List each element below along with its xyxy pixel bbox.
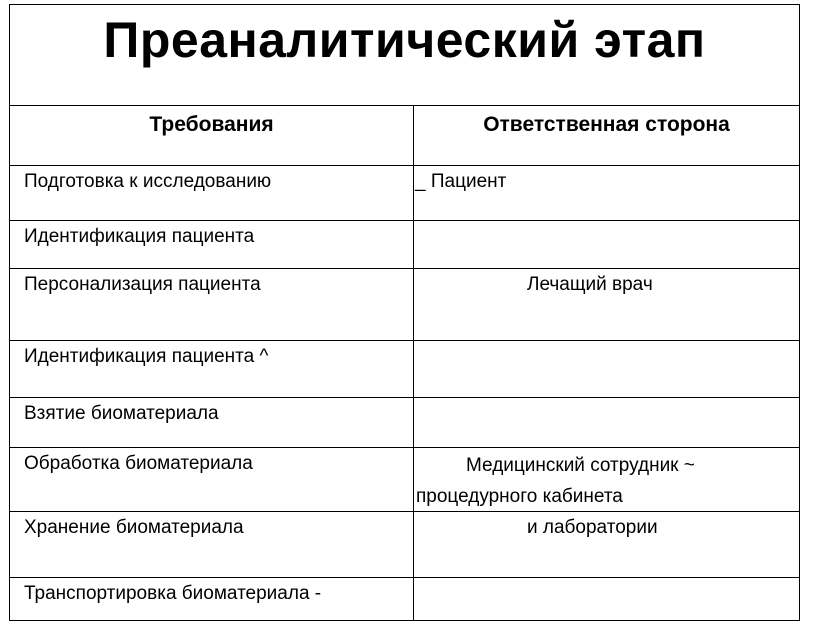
table-row [10, 269, 799, 341]
requirement-cell [10, 578, 414, 620]
requirement-cell [10, 269, 414, 340]
requirement-text: Идентификация пациента [24, 226, 255, 247]
table-row [10, 448, 799, 512]
requirement-cell [10, 448, 414, 511]
responsible-patient: _ Пациент [415, 171, 507, 192]
requirement-cell [10, 221, 414, 268]
preanalytical-table [9, 4, 800, 621]
responsible-cell [414, 221, 799, 268]
table-title-cell [10, 5, 799, 106]
requirement-cell [10, 398, 414, 447]
responsible-staff-line3: и лаборатории [527, 517, 658, 538]
responsible-cell [414, 398, 799, 447]
table-row [10, 341, 799, 398]
requirement-text: Взятие биоматериала [24, 403, 219, 424]
requirement-text: Транспортировка биоматериала - [24, 583, 322, 604]
requirement-cell [10, 512, 414, 577]
responsible-cell [414, 166, 799, 220]
responsible-doctor: Лечащий врач [527, 274, 653, 295]
table-row [10, 512, 799, 578]
header-requirements: Требования [149, 113, 274, 136]
responsible-cell [414, 578, 799, 620]
table-row [10, 578, 799, 620]
header-responsible: Ответственная сторона [483, 113, 730, 136]
header-row [10, 106, 799, 166]
requirement-cell [10, 341, 414, 397]
header-requirements-cell [10, 106, 414, 165]
requirement-text: Хранение биоматериала [24, 517, 244, 538]
table-row [10, 221, 799, 269]
responsible-staff-line2: процедурного кабинета [416, 486, 623, 507]
responsible-cell [414, 512, 799, 577]
header-responsible-cell [414, 106, 799, 165]
responsible-cell [414, 448, 799, 511]
table-row [10, 398, 799, 448]
requirement-text: Идентификация пациента ^ [24, 346, 269, 367]
requirement-text: Обработка биоматериала [24, 453, 253, 474]
responsible-cell [414, 341, 799, 397]
requirement-text: Персонализация пациента [24, 274, 261, 295]
responsible-cell [414, 269, 799, 340]
requirement-text: Подготовка к исследованию [24, 171, 272, 192]
table-title: Преаналитический этап [103, 12, 706, 68]
requirement-cell [10, 166, 414, 220]
responsible-staff-line1: Медицинский сотрудник ~ [466, 455, 695, 476]
table-row [10, 166, 799, 221]
